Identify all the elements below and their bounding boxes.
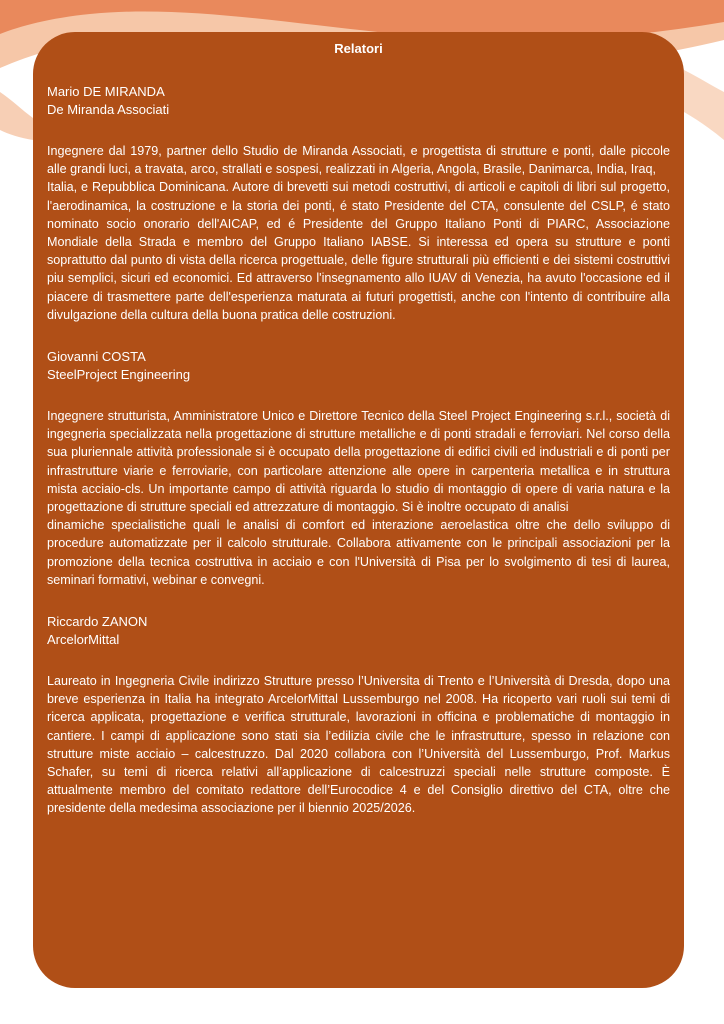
- bio-paragraph: dinamiche specialistiche quali le analisi di comfort ed interazione aeroelastica oltre che dello sviluppo di procedure automatizzate per il calcolo strutturale. Collabora attivamente con le principali associazioni per la promozione della tecnica costruttiva in acciaio e con l'Università di Pisa per lo svolgimento di tesi di laurea, seminari formativi, webinar e convegni.: [47, 518, 670, 587]
- speaker-name: Mario DE MIRANDA: [47, 84, 165, 99]
- speaker-name: Riccardo ZANON: [47, 614, 148, 630]
- speaker-bio: [47, 407, 670, 589]
- speaker-organization: De Miranda Associati: [47, 102, 170, 117]
- speaker-bio: [47, 672, 670, 818]
- speakers-card: [33, 32, 684, 988]
- speaker-block: [47, 613, 670, 818]
- speaker-block: [47, 348, 670, 589]
- speaker-bio: [47, 142, 670, 324]
- bio-paragraph: Italia, e Repubblica Dominicana. Autore di brevetti sui metodi costruttivi, di articoli e capitoli di libri sul progetto, l'aerodinamica, la costruzione e la storia dei ponti, é stato Presidente del CTA, consulente del CSLP, é stato nominato socio onorario dell'AICAP, ed é Presidente del Gruppo Italiano Ponti di PIARC, Associazione Mondiale della Strada e membro del Gruppo Italiano IABSE. Si interessa ed opera su strutture e ponti soprattutto dal punto di vista della ricerca progettuale, delle figure strutturali più efficienti e dei sistemi costruttivi piu semplici, sicuri ed economici. Ed attraverso l'insegnamento allo IUAV di Venezia, ha avuto l'occasione ed il piacere di trasmettere parte dell'esperienza maturata ai futuri progettisti, anche con l'intento di contribuire alla divulgazione della cultura della buona pratica delle costruzioni.: [47, 180, 670, 322]
- bio-paragraph: Laureato in Ingegneria Civile indirizzo Strutture presso l’Universita di Trento e l’Università di Dresda, dopo una breve esperienza in Italia ha integrato ArcelorMittal Lussemburgo nel 2008. Ha ricoperto vari ruoli sui temi di ricerca applicata, progettazione e verifica strutturale, lavorazioni in officina e problematiche di montaggio in cantiere. I campi di applicazione sono stati sia l’edilizia civile che le infrastrutture, spesso in relazione con strutture miste acciaio – calcestruzzo. Dal 2020 collabora con l’Università del Lussemburgo, Prof. Markus Schafer, su temi di ricerca relativi all’applicazione di calcestruzzi speciali nelle strutture composte. È attualmente membro del comitato redattore dell’Eurocodice 4 e del Consiglio direttivo del CTA, oltre che presidente della medesima associazione per il biennio 2025/2026.: [47, 674, 670, 816]
- bio-paragraph: Ingegnere strutturista, Amministratore Unico e Direttore Tecnico della Steel Project Engineering s.r.l., società di ingegneria specializzata nella progettazione di strutture metalliche e di ponti stradali e ferroviari. Nel corso della sua pluriennale attività professionale si è occupato della progettazione di edifici civili ed industriali e di ponti per infrastrutture viarie e ferroviarie, con particolare attenzione alle opere in carpenteria metallica e in struttura mista acciaio-cls. Un importante campo di attività riguarda lo studio di montaggio di opere di varia natura e la progettazione di strutture speciali ed attrezzature di montaggio. Si è inoltre occupato di analisi: [47, 409, 670, 515]
- speaker-block: [47, 83, 670, 324]
- speaker-organization: ArcelorMittal: [47, 632, 120, 648]
- speaker-organization: SteelProject Engineering: [47, 367, 191, 383]
- bio-paragraph: Ingegnere dal 1979, partner dello Studio de Miranda Associati, e progettista di strutture e ponti, dalle piccole alle grandi luci, a travata, arco, strallati e sospesi, realizzati in Algeria, Angola, Brasile, Danimarca, India, Iraq,: [47, 144, 670, 177]
- speaker-name: Giovanni COSTA: [47, 349, 146, 365]
- section-title: Relatori: [334, 41, 383, 56]
